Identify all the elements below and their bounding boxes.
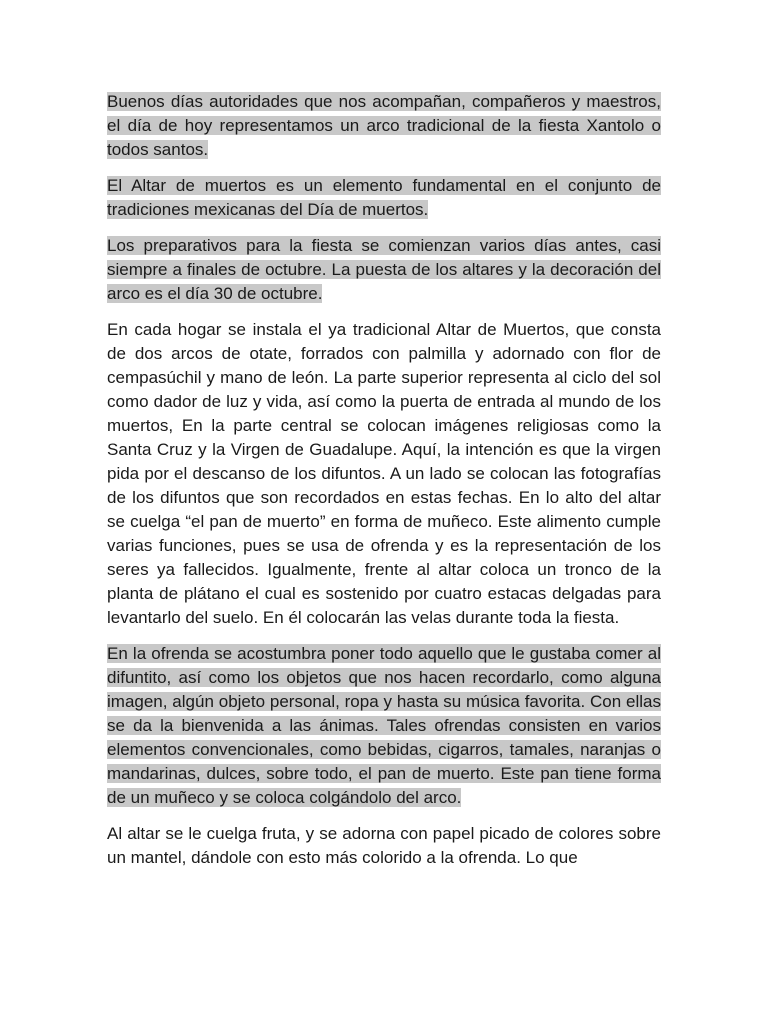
paragraph-text: En la ofrenda se acostumbra poner todo aquello que le gustaba comer al difuntito, así como los objetos que nos hacen recordarlo, como alguna imagen, algún objeto personal, ropa y hasta su música favorita. Con ellas se da la bienvenida a las ánimas. Tales ofrendas consisten en varios elementos convencionales, como bebidas, cigarros, tamales, naranjas o mandarinas, dulces, sobre todo, el pan de muerto. Este pan tiene forma de un muñeco y se coloca colgándolo del arco.: [107, 644, 661, 807]
paragraph-text: Buenos días autoridades que nos acompañan, compañeros y maestros, el día de hoy representamos un arco tradicional de la fiesta Xantolo o todos santos.: [107, 92, 661, 159]
paragraph: [107, 174, 661, 222]
paragraph-text: Al altar se le cuelga fruta, y se adorna con papel picado de colores sobre un mantel, dándole con esto más colorido a la ofrenda. Lo que: [107, 824, 661, 867]
paragraph-text: En cada hogar se instala el ya tradicional Altar de Muertos, que consta de dos arcos de otate, forrados con palmilla y adornado con flor de cempasúchil y mano de león. La parte superior representa al ciclo del sol como dador de luz y vida, así como la puerta de entrada al mundo de los muertos, En la parte central se colocan imágenes religiosas como la Santa Cruz y la Virgen de Guadalupe. Aquí, la intención es que la virgen pida por el descanso de los difuntos. A un lado se colocan las fotografías de los difuntos que son recordados en estas fechas. En lo alto del altar se cuelga “el pan de muerto” en forma de muñeco. Este alimento cumple varias funciones, pues se usa de ofrenda y es la representación de los seres ya fallecidos. Igualmente, frente al altar coloca un tronco de la planta de plátano el cual es sostenido por cuatro estacas delgadas para levantarlo del suelo. En él colocarán las velas durante toda la fiesta.: [107, 320, 661, 627]
document-page: [107, 90, 661, 882]
paragraph-text: Los preparativos para la fiesta se comienzan varios días antes, casi siempre a finales de octubre. La puesta de los altares y la decoración del arco es el día 30 de octubre.: [107, 236, 661, 303]
paragraph: [107, 318, 661, 630]
paragraph: [107, 90, 661, 162]
paragraph: [107, 822, 661, 870]
paragraph-text: El Altar de muertos es un elemento fundamental en el conjunto de tradiciones mexicanas del Día de muertos.: [107, 176, 661, 219]
paragraph: [107, 642, 661, 810]
paragraph: [107, 234, 661, 306]
